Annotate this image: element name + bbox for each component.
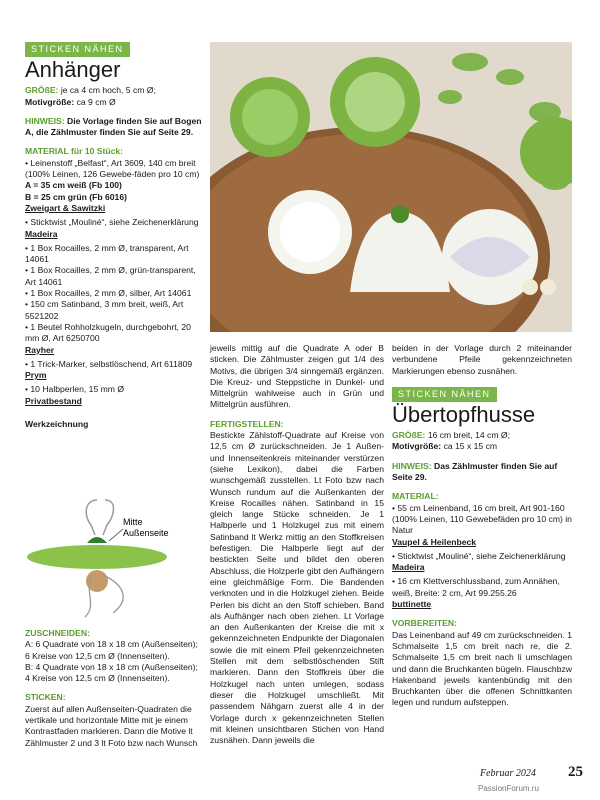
body-text: beiden in der Vorlage durch 2 miteinander verbundene Pfeile gekennzeichneten Markierungen ebenso zusnähen. [392, 343, 572, 376]
list-item: • Sticktwist „Mouliné“, siehe Zeichenerklärung [25, 217, 199, 228]
section-tag: STICKEN NÄHEN [392, 387, 497, 402]
supplier: Vaupel & Heilenbeck [392, 536, 477, 547]
supplier: Zweigart & Sawitzki [25, 202, 106, 213]
size-value: je ca 4 cm hoch, 5 cm Ø; [60, 85, 156, 96]
supplier: Madeira [25, 228, 58, 239]
right-column [392, 343, 572, 709]
supplier: Madeira [392, 562, 425, 573]
supplier: buttinette [392, 599, 432, 610]
ribbon-line [86, 500, 97, 535]
motif-label: Motivgröße: [25, 96, 75, 107]
list-item: B = 25 cm grün (Fb 6016) [25, 191, 127, 202]
list-item: • 1 Trick-Marker, selbstlöschend, Art 611809 [25, 358, 193, 369]
fabric-circle [27, 545, 167, 569]
article-title: Übertopfhusse [392, 402, 536, 428]
list-item: • 1 Box Rocailles, 2 mm Ø, grün-transparent, Art 14061 [25, 265, 196, 287]
left-column-lower [25, 628, 203, 749]
diagram-title: Werkzeichnung [25, 419, 89, 430]
note-label: HINWEIS: [25, 115, 65, 126]
watermark: PassionForum.ru [478, 784, 539, 793]
size-value: 16 cm breit, 14 cm Ø; [427, 430, 510, 441]
white-ornament [268, 190, 352, 274]
label-leader [109, 529, 123, 541]
left-column [25, 42, 203, 430]
list-item: • Leinenstoff „Belfast“, Art 3609, 140 cm breit (100% Leinen, 126 Gewebe-fäden pro 10 cm) [25, 157, 200, 180]
embroider-text: Zuerst auf allen Außenseiten-Quadraten die vertikale und horizontale Mitte mit je einem Kontrastfaden markieren. Dann die Motive lt Zählmuster 2 und 3 lt Foto bzw nach Wunsch [25, 703, 198, 748]
list-item: • 16 cm Klettverschlussband, zum Annähen, weiß, Breite: 2 cm, Art 99.255.26 [392, 576, 560, 598]
material-label: MATERIAL für 10 Stück: [25, 146, 124, 157]
middle-column [210, 343, 384, 746]
green-ornament [230, 77, 310, 157]
product-photo [210, 42, 572, 332]
cut-text: A: 6 Quadrate von 18 x 18 cm (Außenseiten); 6 Kreise von 12,5 cm Ø (Innenseiten). [25, 639, 198, 661]
list-item: • 55 cm Leinenband, 16 cm breit, Art 901-160 (100% Leinen, 110 Gewebefäden pro 10 cm) in Natur [392, 502, 572, 536]
size-label: GRÖßE: [25, 85, 59, 96]
list-item: A = 35 cm weiß (Fb 100) [25, 180, 122, 191]
prepare-text: Das Leinenband auf 49 cm zurückschneiden. 1 Schmalseite 1,5 cm breit nach re, die 2. Schmalseite 1,5 cm breit nach li umschlagen und dann die Bruchkanten bügeln. Flauschbzw Hakenband jeweils kantenbündig mit den Bruchkanten über die offenen Schnittkanten legen und rundum aufsteppen. [392, 629, 572, 708]
issue-date: Februar 2024 [480, 768, 536, 779]
cut-label: ZUSCHNEIDEN: [25, 628, 90, 638]
material-list [25, 158, 203, 407]
note-text: Das Zählmuster finden Sie auf Seite 29. [392, 460, 558, 483]
list-item: • 1 Box Rocailles, 2 mm Ø, silber, Art 14061 [25, 288, 192, 299]
list-item: • 10 Halbperlen, 15 mm Ø [25, 384, 125, 395]
article-title: Anhänger [25, 57, 121, 83]
ribbon-line [103, 500, 114, 535]
prepare-label: VORBEREITEN: [392, 618, 457, 629]
finish-label: FERTIGSTELLEN: [210, 418, 284, 429]
supplier: Rayher [25, 344, 55, 355]
motif-label: Motivgröße: [392, 441, 442, 452]
supplier: Prym [25, 370, 47, 381]
half-pearl [87, 537, 107, 543]
green-ornament [330, 57, 420, 147]
diagram-label: Mitte Außenseite [123, 517, 169, 538]
motif-value: ca 9 cm Ø [76, 96, 116, 107]
page-number: 25 [568, 764, 583, 780]
list-item: • 150 cm Satinband, 3 mm breit, weiß, Art 5521202 [25, 299, 184, 321]
work-diagram [25, 495, 205, 625]
motif-value: ca 15 x 15 cm [443, 441, 498, 452]
finish-text: Bestickte Zählstoff-Quadrate auf Kreise von 12,5 cm Ø zurückschneiden. Je 1 Außen- und Innenseitenkreis miteinander verstürzen (siehe Lexikon), dabei die Farben wunschgemäß zusstellen. Lt Foto bzw nach Wunsch rundum auf die Außenkanten der Kreise Rocailles nähen. Satinband in 15 gleich lange Stücke schneiden. Je 1 Halbperle und 1 Holzkugel zus mit einem Satinband lt Werkz mittig an den Stoffkreisen befestigen. Die Halbperle liegt auf der bestickten Seite und bildet den oberen Abschluss, die Holzperle gibt den Aufhängern eine gleichmäßige Form. Die Bandenden verknoten und in die Holzkugel ziehen. Beide Perlen bis dicht an den Stoff schieben. Band als Aufhänger nach oben ziehen. Lt Vorlage an den Außenkanten der Kreise die mit x gekennzeichneten Endpunkte der Diagonalen sowie die mit einem Pfeil gekennzeichneten Stellen mit dem selbstlöschenden Stift markieren. Dann den Stoffkreis über die Holzkugel nach unten umlegen, sodass dieser die Holzkugel umschließt. Mit passendem Nähgarn zuerst alle 4 in der Vorlage durch x gekennzeichneten Stellen mit kleinen unsichtbaren Stichen von Hand zusnähen. Dann jeweils die [210, 430, 384, 746]
note-label: HINWEIS: [392, 460, 432, 471]
material-label: MATERIAL: [392, 491, 439, 502]
list-item: • Sticktwist „Mouliné“, siehe Zeichenerklärung [392, 550, 566, 561]
size-label: GRÖßE: [392, 430, 426, 441]
body-text: jeweils mittig auf die Quadrate A oder B sticken. Die Zählmuster zeigen gut 1/4 des Motivs, die übrigen 3/4 sinngemäß ergänzen. Die Kreuz- und Steppstiche in Dunkel- und Mittelgrün wahlweise auch in Grün und Mittelgrün ausführen. [210, 343, 384, 410]
cut-text: B: 4 Quadrate von 18 x 18 cm (Außenseiten); 4 Kreise von 12,5 cm Ø (Innenseiten). [25, 661, 198, 684]
supplier: Privatbestand [25, 395, 82, 406]
section-tag: STICKEN NÄHEN [25, 42, 130, 57]
note-text: Die Vorlage finden Sie auf Bogen A, die Zählmuster finden Sie auf Seite 29. [25, 115, 202, 138]
embroider-label: STICKEN: [25, 692, 66, 703]
list-item: • 1 Box Rocailles, 2 mm Ø, transparent, Art 14061 [25, 242, 189, 265]
list-item: • 1 Beutel Rohholzkugeln, durchgebohrt, 20 mm Ø, Art 6250700 [25, 321, 191, 344]
